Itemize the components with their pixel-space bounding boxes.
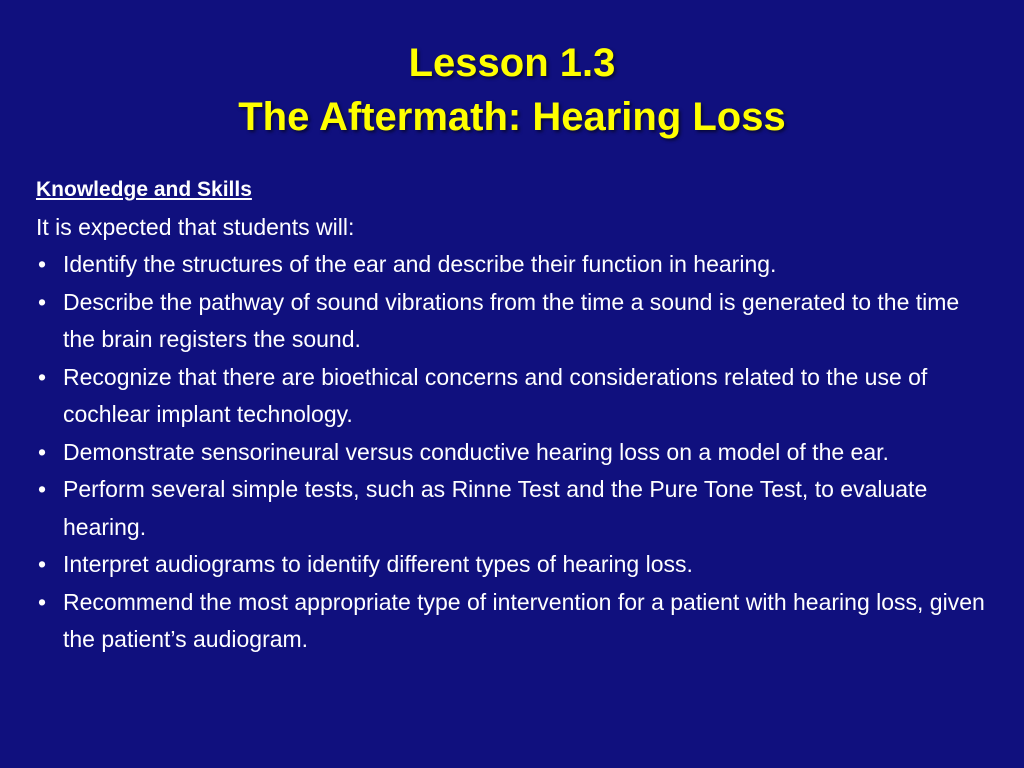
list-item-text: Interpret audiograms to identify different types of hearing loss. [63, 551, 693, 577]
list-item-text: Identify the structures of the ear and describe their function in hearing. [63, 251, 777, 277]
list-item-text: Describe the pathway of sound vibrations from the time a sound is generated to the time the brain registers the sound. [63, 288, 960, 352]
slide-title [0, 36, 1024, 144]
bullet-icon: • [38, 288, 47, 315]
bullet-icon: • [38, 588, 47, 615]
list-item [36, 284, 996, 359]
list-item [36, 471, 996, 546]
bullet-icon: • [38, 551, 47, 577]
slide-body [36, 170, 996, 659]
list-item-text: Recommend the most appropriate type of intervention for a patient with hearing loss, given the patient’s audiogram. [63, 588, 985, 652]
bullet-icon: • [38, 438, 47, 465]
list-item-text: Demonstrate sensorineural versus conductive hearing loss on a model of the ear. [63, 438, 889, 465]
bullet-icon: • [38, 363, 47, 390]
section-heading: Knowledge and Skills [36, 178, 252, 201]
list-item [36, 434, 996, 472]
objectives-list [36, 246, 996, 659]
list-item [36, 359, 996, 434]
list-item-text: Recognize that there are bioethical concerns and considerations related to the use of cochlear implant technology. [63, 363, 928, 427]
intro-text: It is expected that students will: [36, 213, 355, 240]
list-item-text: Perform several simple tests, such as Rinne Test and the Pure Tone Test, to evaluate hearing. [63, 476, 928, 540]
list-item [36, 246, 996, 284]
title-line-lesson: Lesson 1.3 [408, 41, 616, 85]
title-line-topic: The Aftermath: Hearing Loss [238, 95, 786, 139]
bullet-icon: • [38, 476, 47, 502]
bullet-icon: • [38, 251, 47, 277]
list-item [36, 584, 996, 659]
list-item [36, 546, 996, 584]
